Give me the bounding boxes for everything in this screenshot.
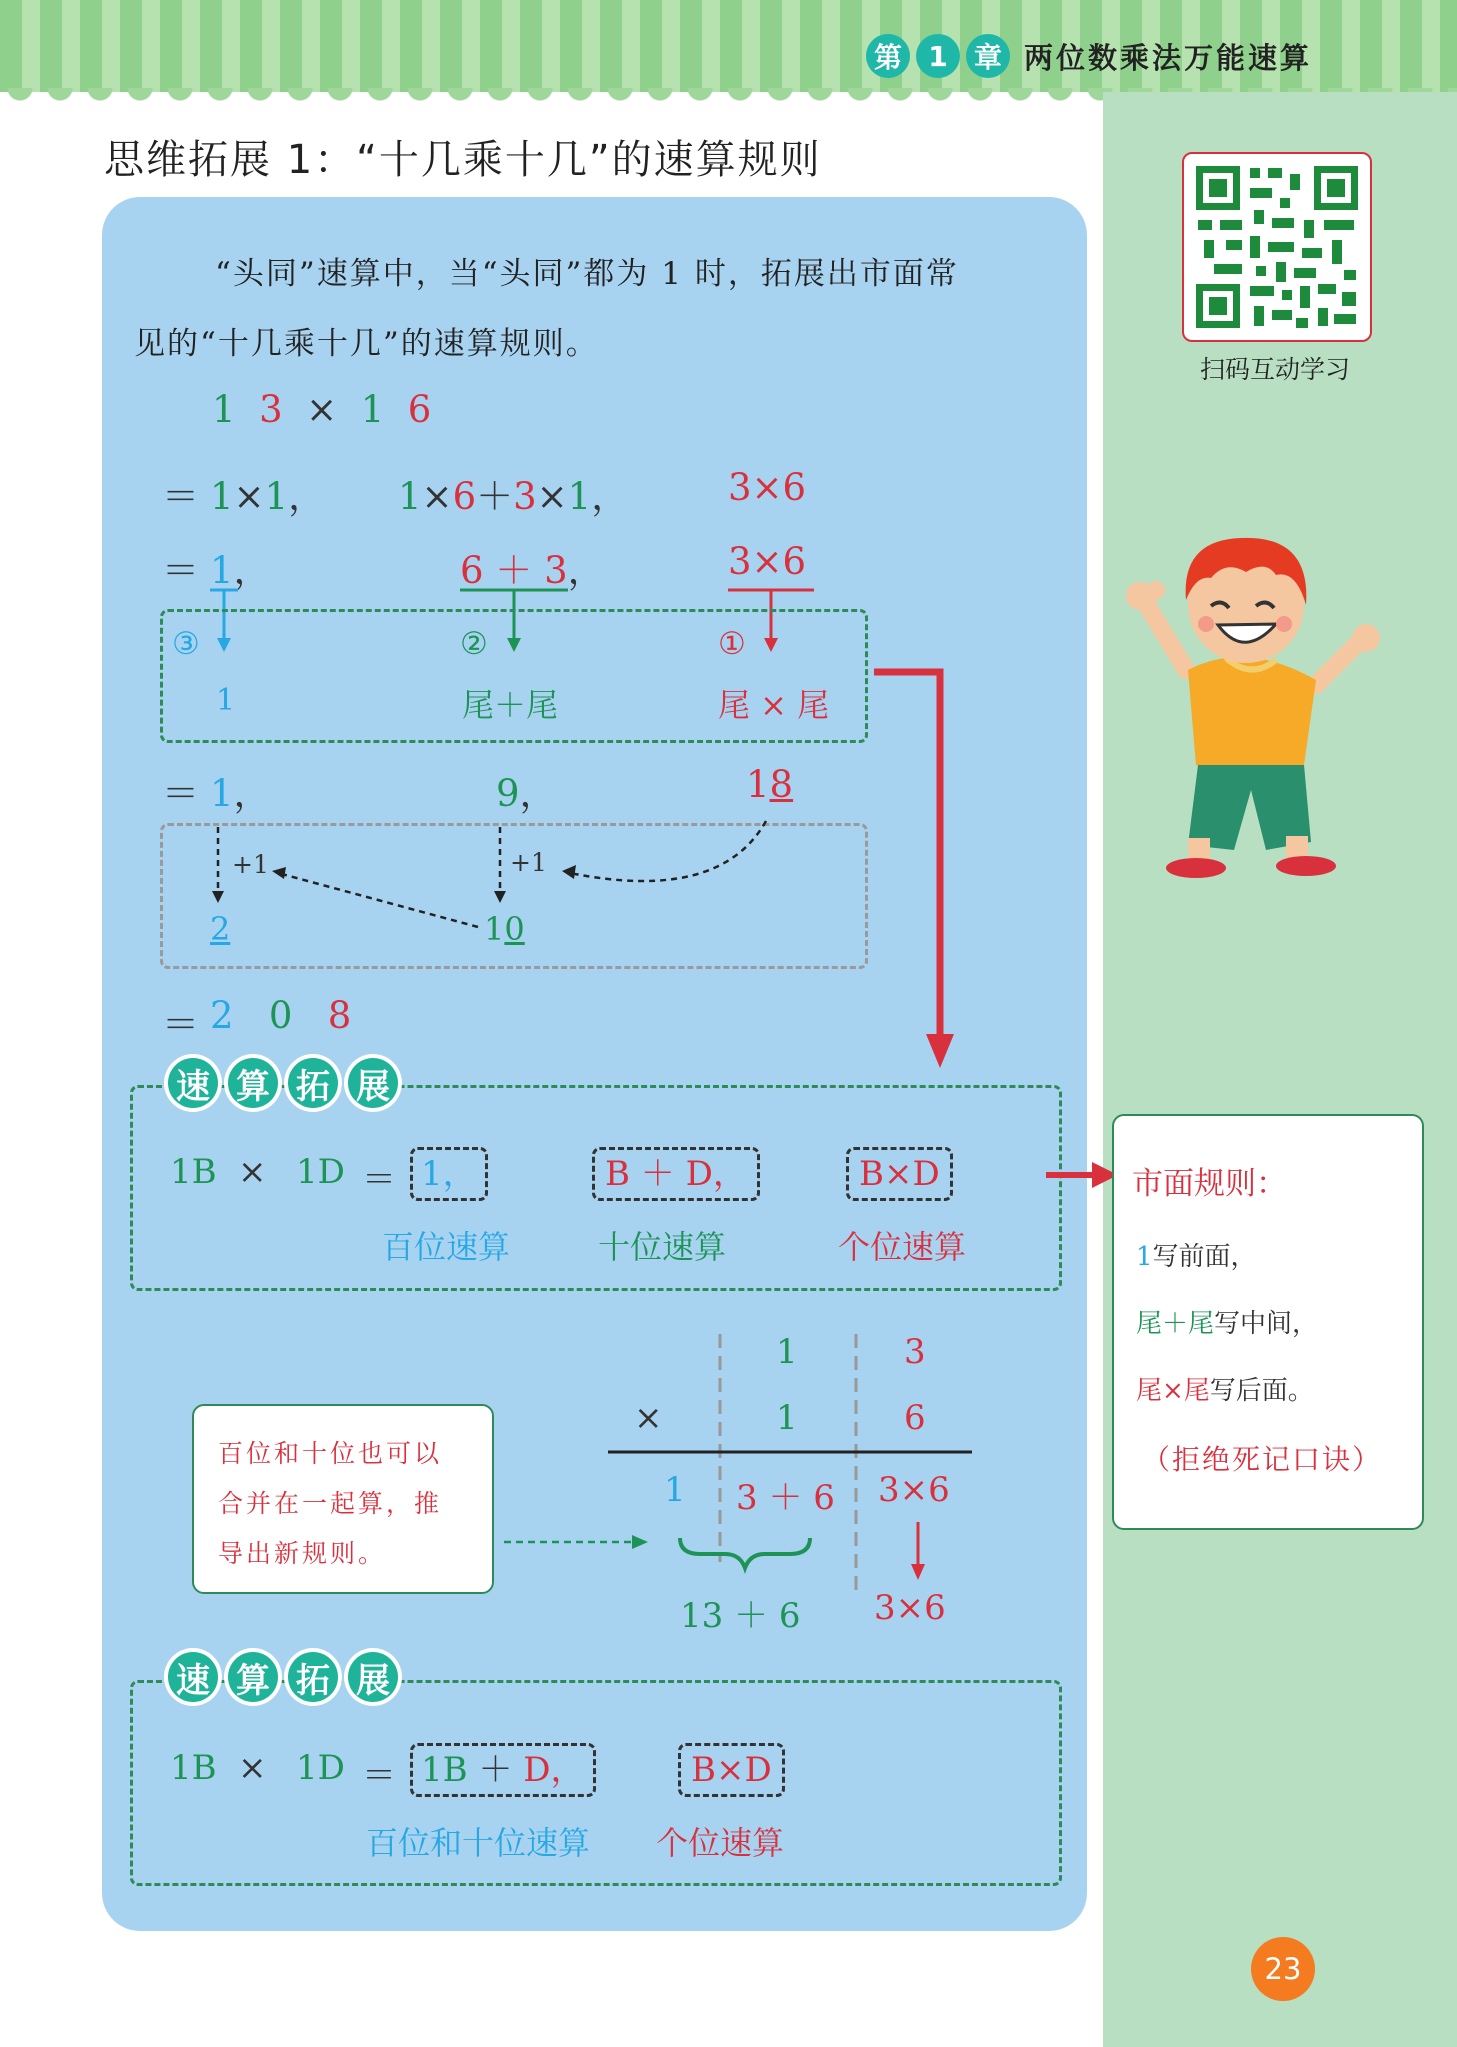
vertical-result-tens: 3 ＋ 6 [736, 1478, 835, 1518]
row1-part2 [398, 466, 628, 520]
formula-factor-2: 1D [296, 1748, 345, 1788]
formula-term: D， [523, 1750, 585, 1790]
row3-part3 [746, 763, 793, 806]
comma: ， [288, 475, 326, 518]
caption-units: 个位速算 [838, 1228, 967, 1266]
equals-sign: ＝ [162, 475, 199, 518]
note-line-2: 合并在一起算，推 [218, 1489, 443, 1518]
digit: 1 [210, 772, 234, 815]
step-marker-3: ③ [172, 626, 200, 662]
red-elbow-arrow [860, 660, 1020, 1080]
digit: 1 [484, 910, 505, 948]
formula-factor-1: 1B [170, 1152, 217, 1192]
digit: 3 [259, 388, 283, 431]
equals-sign: ＝ [162, 772, 199, 815]
comma: ， [591, 475, 629, 518]
times-sign: × [421, 475, 453, 518]
times-sign: × [238, 1748, 267, 1788]
times-sign: × [233, 475, 265, 518]
qr-label: 扫码互动学习 [1199, 355, 1350, 384]
cartoon-boy-illustration [1126, 520, 1386, 890]
rule-term: 尾＋尾 [1136, 1309, 1215, 1339]
digit: 0 [268, 994, 293, 1037]
equals-sign: ＝ [362, 1756, 396, 1796]
rule-line-3 [1136, 1370, 1314, 1407]
chapter-prefix-chip: 第 [866, 34, 910, 78]
badge-char: 速 [168, 1652, 218, 1702]
vertical-mid-tens: 1 [776, 1398, 798, 1438]
plus-sign: ＋ [476, 475, 514, 518]
expansion-box-2 [130, 1680, 1062, 1886]
units-box: B×D [678, 1743, 785, 1797]
page-number: 23 [1251, 1937, 1315, 2001]
times-sign: × [536, 475, 568, 518]
badge-char: 拓 [288, 1058, 338, 1108]
digit: 8 [327, 994, 352, 1037]
vertical-result-units: 3×6 [878, 1470, 950, 1510]
carry-digit-2: 2 [210, 910, 231, 948]
equals-sign: ＝ [162, 1003, 199, 1046]
row1-part3: 3×6 [728, 466, 807, 509]
note-line-3: 导出新规则。 [218, 1539, 387, 1568]
hundreds-box: 1， [410, 1147, 488, 1201]
times-sign: × [306, 388, 338, 431]
formula-factor-1: 1B [170, 1748, 217, 1788]
times-sign: × [238, 1152, 267, 1192]
expansion-badge-1 [168, 1058, 398, 1108]
vertical-combined: 13 ＋ 6 [680, 1596, 801, 1636]
digit: 1 [360, 388, 385, 431]
caption-units: 个位速算 [656, 1824, 785, 1862]
vertical-result-hundreds: 1 [664, 1470, 686, 1510]
carry-digit-10 [484, 910, 525, 948]
step-label-3: 尾 × 尾 [718, 686, 830, 724]
rule-text: 写中间， [1214, 1309, 1319, 1339]
hundreds-tens-box [410, 1743, 596, 1797]
caption-tens: 十位速算 [598, 1228, 727, 1266]
digit-underlined: 0 [504, 910, 525, 948]
row1-part1 [210, 466, 325, 520]
intro-line-2: 见的“十几乘十几”的速算规则。 [134, 326, 599, 362]
digit: 1 [210, 549, 234, 592]
units-box: B×D [846, 1147, 953, 1201]
badge-char: 拓 [288, 1652, 338, 1702]
vertical-units-product: 3×6 [874, 1588, 946, 1628]
comma: ， [519, 772, 557, 815]
rule-line-1 [1136, 1236, 1257, 1273]
digit: 1 [264, 475, 289, 518]
digit: 1 [212, 388, 236, 431]
page-title: 思维拓展 1：“十几乘十几”的速算规则 [104, 137, 822, 183]
example-expression [212, 388, 431, 431]
caption-hundreds: 百位速算 [382, 1228, 511, 1266]
rule-text: 写前面， [1152, 1242, 1257, 1272]
equals-sign: ＝ [162, 549, 199, 592]
step-label-2: 尾＋尾 [462, 686, 559, 724]
rule-text: 写后面。 [1209, 1376, 1314, 1406]
digit: 6 [407, 388, 432, 431]
times-sign: × [634, 1398, 663, 1438]
note-line-1: 百位和十位也可以 [218, 1439, 443, 1468]
qr-code[interactable] [1182, 152, 1372, 342]
digit: 1 [398, 475, 422, 518]
digit: 2 [210, 994, 234, 1037]
chapter-number-chip: 1 [916, 34, 960, 78]
step-label-1: 1 [216, 683, 236, 718]
chapter-suffix-chip: 章 [966, 34, 1010, 78]
chapter-header [866, 30, 1312, 82]
digit: 1 [746, 763, 770, 806]
formula-term: 1B [421, 1750, 468, 1790]
digit-underlined: 8 [769, 763, 794, 806]
row3-part1 [210, 763, 271, 817]
comma: ， [233, 549, 271, 592]
qr-code-icon [1184, 154, 1370, 340]
digit: 6 [452, 475, 477, 518]
digit: 1 [567, 475, 592, 518]
digit: 1 [210, 475, 234, 518]
comma: ， [233, 772, 271, 815]
step-marker-1: ① [718, 626, 746, 662]
expansion-badge-2 [168, 1652, 398, 1702]
chapter-title: 两位数乘法万能速算 [1024, 40, 1313, 75]
formula-factor-2: 1D [296, 1152, 345, 1192]
vertical-top-units: 3 [904, 1332, 926, 1372]
carry-plus-1b: +1 [510, 848, 547, 877]
badge-char: 展 [348, 1652, 398, 1702]
digit: 9 [496, 772, 520, 815]
rule-title: 市面规则： [1132, 1166, 1287, 1202]
badge-char: 展 [348, 1058, 398, 1108]
caption-hundreds-tens: 百位和十位速算 [366, 1824, 591, 1862]
rule-term: 尾×尾 [1136, 1376, 1210, 1406]
vertical-mid-units: 6 [904, 1398, 926, 1438]
badge-char: 算 [228, 1652, 278, 1702]
carry-plus-1a: +1 [232, 850, 269, 879]
plus-sign: ＋ [478, 1750, 513, 1790]
digit: 3 [513, 475, 537, 518]
intro-line-1: “头同”速算中，当“头同”都为 1 时，拓展出市面常 [215, 256, 959, 292]
badge-char: 算 [228, 1058, 278, 1108]
row2-part3: 3×6 [728, 540, 807, 583]
rule-line-2 [1136, 1303, 1318, 1340]
equals-sign: ＝ [362, 1160, 396, 1200]
comma: ， [567, 549, 605, 592]
tens-box: B ＋ D， [592, 1147, 760, 1201]
sum-expression: 6 ＋ 3 [460, 549, 568, 592]
row3-part2 [496, 763, 557, 817]
vertical-top-tens: 1 [776, 1332, 798, 1372]
final-result [210, 994, 351, 1037]
rule-note: （拒绝死记口诀） [1142, 1443, 1383, 1476]
badge-char: 速 [168, 1058, 218, 1108]
step-marker-2: ② [460, 626, 488, 662]
rule-term: 1 [1136, 1242, 1153, 1272]
